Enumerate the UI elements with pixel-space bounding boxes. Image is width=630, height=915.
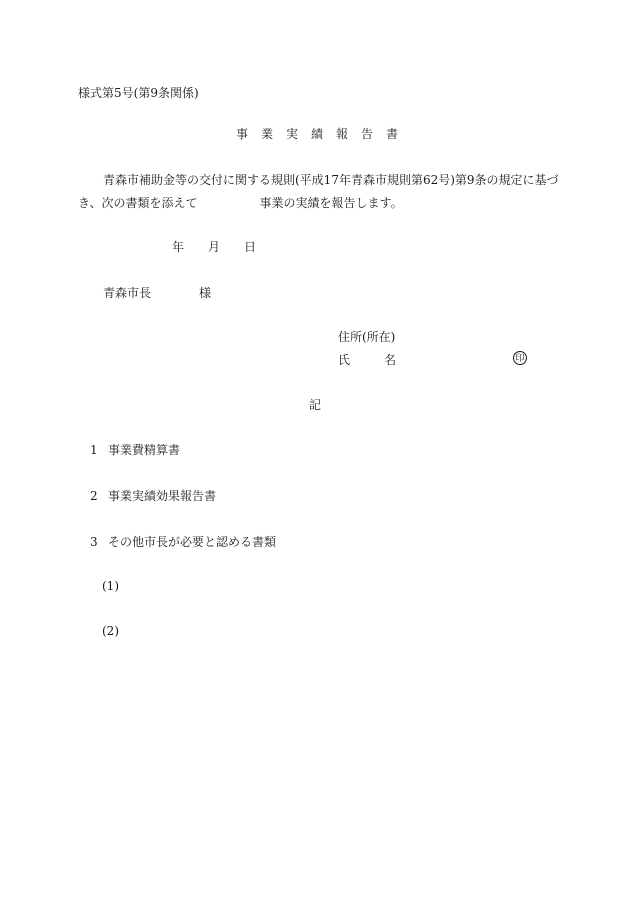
body-text-line-2-part-a: き、次の書類を添えて (78, 196, 198, 210)
list-item (90, 489, 216, 503)
date-line (172, 240, 256, 254)
ki-heading: 記 (309, 398, 322, 412)
sub-item-2: (2) (102, 624, 119, 638)
addressee (103, 286, 211, 300)
list-item-number: 3 (90, 535, 98, 549)
name-label-second: 名 (384, 353, 397, 367)
sub-item-1: (1) (102, 579, 119, 593)
list-item-number: 1 (90, 443, 98, 457)
date-year-label: 年 (172, 240, 185, 254)
body-text-line-2 (78, 196, 403, 210)
name-label-first: 氏 (338, 353, 351, 367)
list-item-label: 事業実績効果報告書 (108, 489, 217, 503)
list-item-number: 2 (90, 489, 98, 503)
seal-icon: 印 (513, 351, 527, 365)
addressee-honorific: 様 (199, 286, 212, 300)
list-item (90, 535, 276, 549)
list-item-label: 事業費精算書 (108, 443, 181, 457)
addressee-name: 青森市長 (103, 286, 152, 300)
document-title: 事業実績報告書 (236, 127, 412, 141)
date-day-label: 日 (244, 240, 257, 254)
body-text-line-2-part-b: 事業の実績を報告します。 (259, 196, 403, 210)
form-number: 様式第5号(第9条関係) (78, 86, 199, 100)
list-item-label: その他市長が必要と認める書類 (108, 535, 277, 549)
body-text-line-1: 青森市補助金等の交付に関する規則(平成17年青森市規則第62号)第9条の規定に基づ (103, 173, 559, 187)
address-label: 住所(所在) (338, 330, 396, 344)
date-month-label: 月 (208, 240, 221, 254)
list-item (90, 443, 180, 457)
name-label (338, 353, 396, 367)
